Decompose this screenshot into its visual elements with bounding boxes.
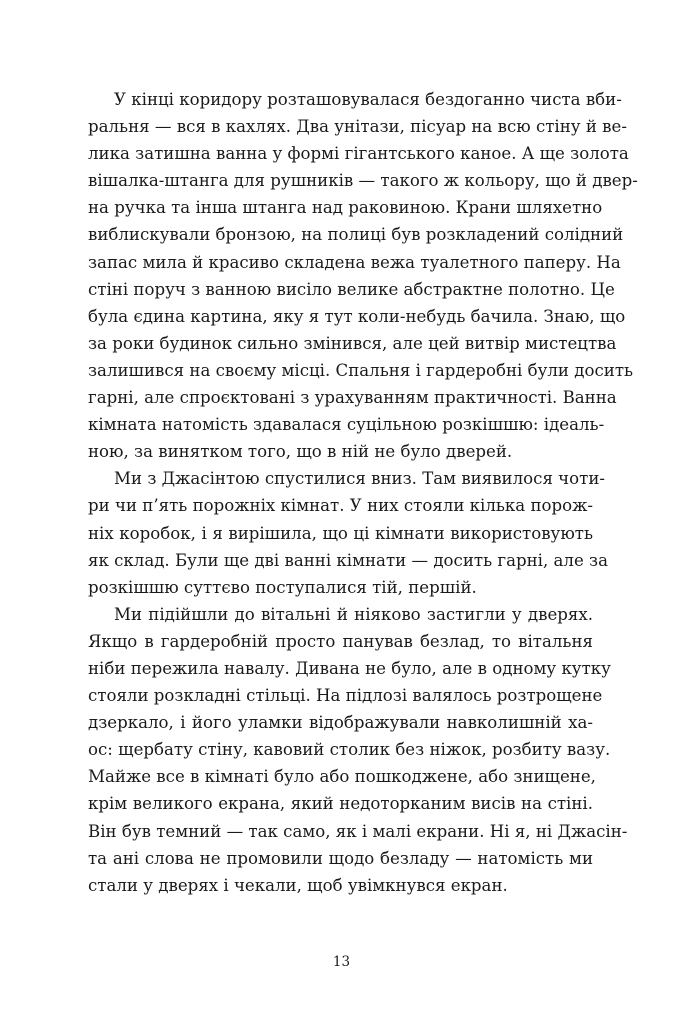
text-line: ною, за винятком того, що в ній не було дверей. — [88, 442, 513, 462]
text-line: виблискували бронзою, на полиці був розкладений солідний — [88, 225, 624, 245]
text-line: на ручка та інша штанга над раковиною. Крани шляхетно — [88, 198, 603, 218]
text-line: була єдина картина, яку я тут коли-небудь бачила. Знаю, що — [88, 306, 626, 326]
text-line: Ми з Джасінтою спустилися вниз. Там виявилося чоти- — [114, 469, 605, 489]
text-line: У кінці коридору розташовувалася бездоганно чиста вби- — [114, 90, 622, 109]
text-line: залишився на своєму місці. Спальня і гардеробні були досить — [88, 360, 634, 380]
page-number: 13 — [332, 954, 351, 970]
text-line: та ані слова не промовили щодо безладу — натомість ми — [88, 848, 593, 868]
text-line: ральня — вся в кахлях. Два унітази, пісуар на всю стіну й ве- — [88, 117, 627, 137]
text-line: крім великого екрана, який недоторканим висів на стіні. — [88, 794, 593, 814]
text-line: Майже все в кімнаті було або пошкоджене, або знищене, — [88, 767, 596, 787]
text-line: гарні, але спроєктовані з урахуванням практичності. Ванна — [88, 388, 617, 408]
text-line: стіні поруч з ванною висіло велике абстрактне полотно. Це — [88, 279, 615, 299]
text-line: запас мила й красиво складена вежа туалетного паперу. На — [88, 252, 621, 272]
text-line: ніх коробок, і я вирішила, що ці кімнати використовують — [88, 523, 593, 543]
page-text — [88, 86, 638, 899]
text-line: ри чи п’ять порожніх кімнат. У них стояли кілька порож- — [88, 496, 593, 516]
text-line: розкішшю суттєво поступалися тій, першій. — [88, 577, 477, 597]
text-line: дзеркало, і його уламки відображували навколишній ха- — [88, 713, 593, 733]
text-line: стояли розкладні стільці. На підлозі валялось розтрощене — [88, 686, 603, 706]
text-line: Якщо в гардеробній просто панував безлад, то вітальня — [88, 631, 593, 651]
text-line: як склад. Були ще дві ванні кімнати — досить гарні, але за — [88, 550, 608, 570]
text-line: кімната натомість здавалася суцільною розкішшю: ідеаль- — [88, 415, 605, 435]
paragraph-1 — [88, 86, 638, 465]
text-line: лика затишна ванна у формі гігантського каное. А ще золота — [88, 144, 629, 164]
text-line: Він був темний — так само, як і малі екрани. Ні я, ні Джасін- — [88, 821, 628, 841]
text-line: ос: щербату стіну, кавовий столик без ніжок, розбиту вазу. — [88, 740, 611, 760]
paragraph-2 — [88, 465, 608, 600]
text-line: за роки будинок сильно змінився, але цей витвір мистецтва — [88, 333, 617, 353]
paragraph-3 — [88, 601, 628, 899]
text-line: Ми підійшли до вітальні й ніяково застигли у дверях. — [114, 604, 593, 624]
text-line: вішалка-штанга для рушників — такого ж кольору, що й двер- — [88, 171, 638, 191]
text-line: ніби пережила навалу. Дивана не було, але в одному кутку — [88, 658, 611, 678]
text-line: стали у дверях і чекали, щоб увімкнувся екран. — [88, 875, 508, 895]
